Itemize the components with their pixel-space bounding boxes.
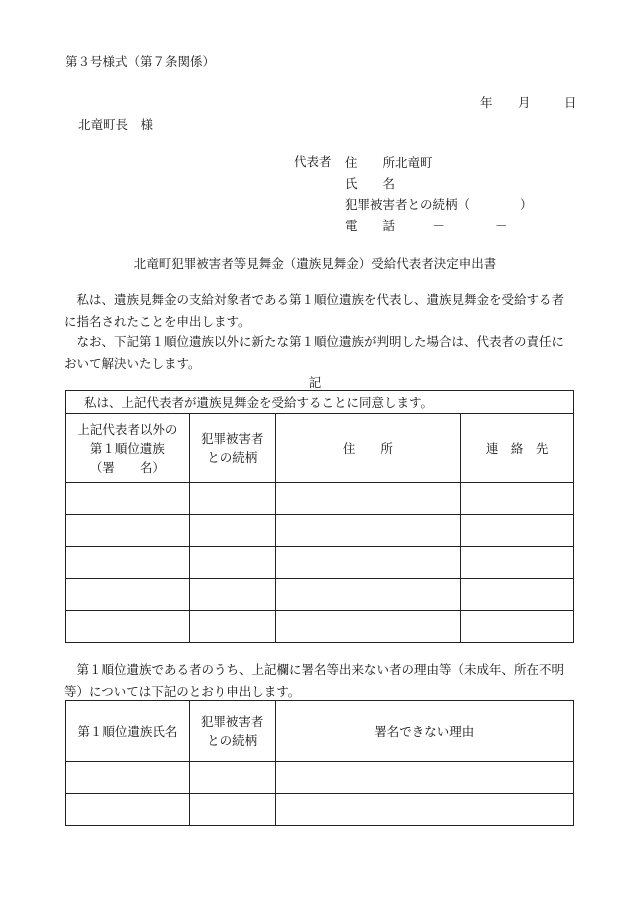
table-row (66, 794, 574, 826)
address-cell[interactable] (275, 483, 461, 515)
reason-table (65, 700, 574, 826)
table-row (66, 579, 574, 611)
document-title: 北竜町犯罪被害者等見舞金（遺族見舞金）受給代表者決定申出書 (133, 256, 497, 271)
representative-label: 代表者 (294, 154, 332, 169)
contact-cell[interactable] (461, 547, 574, 579)
relation-cell[interactable] (189, 547, 275, 579)
header-other-heirs-line2: 第１順位遺族 (89, 440, 165, 456)
date-line (480, 93, 577, 111)
address-row (345, 152, 533, 173)
consent-statement: 私は、上記代表者が遺族見舞金を受給することに同意します。 (66, 391, 574, 414)
address-label: 住 所 (345, 155, 396, 170)
date-day-label: 日 (564, 95, 577, 110)
phone-value: － － (395, 218, 508, 233)
name-row (345, 173, 533, 194)
contact-cell[interactable] (461, 515, 574, 547)
signature-cell[interactable] (66, 483, 190, 515)
header-other-heirs-line1: 上記代表者以外の (77, 421, 178, 437)
reason-cell[interactable] (275, 794, 573, 826)
signature-cell[interactable] (66, 547, 190, 579)
table-row (66, 547, 574, 579)
relation-label: 犯罪被害者との続柄（ ） (345, 197, 533, 212)
address-cell[interactable] (275, 515, 461, 547)
relation-cell[interactable] (189, 794, 275, 826)
relation-row (345, 194, 533, 215)
responsibility-paragraph: なお、下記第１順位遺族以外に新たな第１順位遺族が判明した場合は、代表者の責任において解決いたします。 (64, 334, 565, 371)
contact-cell[interactable] (461, 611, 574, 643)
table-row (66, 483, 574, 515)
relation-cell[interactable] (189, 579, 275, 611)
heir-name-cell[interactable] (66, 762, 190, 794)
date-year-label: 年 (480, 95, 493, 110)
header-other-heirs-line3: （署 名） (89, 459, 165, 475)
phone-label: 電 話 (345, 218, 396, 233)
header-address: 住 所 (275, 414, 461, 483)
header-relation-line2: との続柄 (207, 450, 258, 465)
header-relation-line1: 犯罪被害者 (200, 714, 264, 729)
phone-row (345, 215, 533, 236)
relation-cell[interactable] (189, 611, 275, 643)
header-relation-line2: との続柄 (207, 733, 258, 748)
contact-cell[interactable] (461, 483, 574, 515)
header-relation-line1: 犯罪被害者 (200, 431, 264, 446)
table-row (66, 611, 574, 643)
representative-block (345, 152, 533, 236)
address-cell[interactable] (275, 579, 461, 611)
relation-cell[interactable] (189, 483, 275, 515)
heir-name-cell[interactable] (66, 794, 190, 826)
table-row (66, 762, 574, 794)
date-month-label: 月 (518, 95, 531, 110)
addressee: 北竜町長 様 (78, 117, 154, 132)
signature-cell[interactable] (66, 579, 190, 611)
consent-table (65, 390, 574, 643)
header-relation (189, 414, 275, 483)
declaration-paragraph: 私は、遺族見舞金の支給対象者である第１順位遺族を代表し、遺族見舞金を受給する者に指名されたことを申出します。 (64, 292, 565, 329)
name-label: 氏 名 (345, 176, 396, 191)
reason-cell[interactable] (275, 762, 573, 794)
table-row (66, 515, 574, 547)
address-cell[interactable] (275, 547, 461, 579)
relation-cell[interactable] (189, 515, 275, 547)
address-value: 北竜町 (395, 155, 433, 170)
header-other-heirs (66, 414, 190, 483)
signature-cell[interactable] (66, 611, 190, 643)
header-heir-name: 第１順位遺族氏名 (66, 701, 190, 762)
header-reason: 署名できない理由 (275, 701, 573, 762)
header-relation (189, 701, 275, 762)
header-contact: 連 絡 先 (461, 414, 574, 483)
address-cell[interactable] (275, 611, 461, 643)
ki-heading: 記 (308, 375, 322, 390)
reason-paragraph: 第１順位遺族である者のうち、上記欄に署名等出来ない者の理由等（未成年、所在不明等）については下記のとおり申出します。 (64, 662, 565, 699)
relation-cell[interactable] (189, 762, 275, 794)
signature-cell[interactable] (66, 515, 190, 547)
contact-cell[interactable] (461, 579, 574, 611)
form-number: 第３号様式（第７条関係） (65, 54, 216, 69)
